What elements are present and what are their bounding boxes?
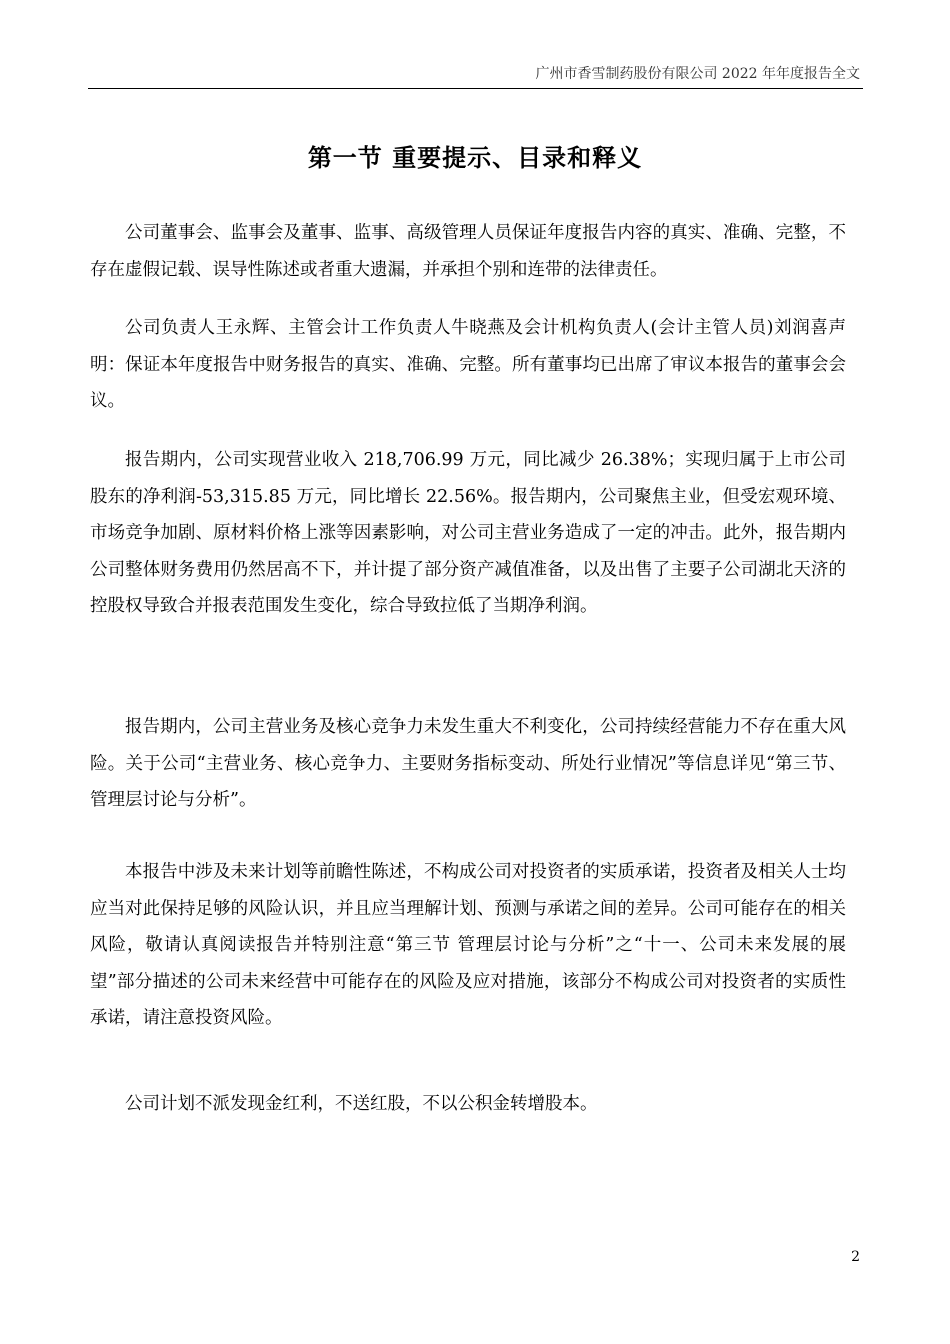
paragraph-performance-summary: 报告期内，公司实现营业收入 218,706.99 万元，同比减少 26.38%；实现归属于上市公司股东的净利润-53,315.85 万元，同比增长 22.56%。报告期内，公司聚焦主业，但受宏观环境、市场竞争加剧、原材料价格上涨等因素影响，对公司主营业务造成了一定的冲击。此外，报告期内公司整体财务费用仍然居高不下，并计提了部分资产减值准备，以及出售了主要子公司湖北天济的控股权导致合并报表范围发生变化，综合导致拉低了当期净利润。 [90, 450, 846, 616]
paragraph-responsibility-statement: 公司董事会、监事会及董事、监事、高级管理人员保证年度报告内容的真实、准确、完整，不存在虚假记载、误导性陈述或者重大遗漏，并承担个别和连带的法律责任。 [90, 223, 846, 280]
section-title: 第一节 重要提示、目录和释义 [307, 144, 643, 172]
paragraph-operating-risk: 报告期内，公司主营业务及核心竞争力未发生重大不利变化，公司持续经营能力不存在重大风险。关于公司“主营业务、核心竞争力、主要财务指标变动、所处行业情况”等信息详见“第三节、管理层讨论与分析”。 [90, 717, 846, 810]
paragraph-dividend-plan: 公司计划不派发现金红利，不送红股，不以公积金转增股本。 [125, 1094, 598, 1114]
page-number: 2 [851, 1249, 860, 1265]
running-header: 广州市香雪制药股份有限公司 2022 年年度报告全文 [535, 66, 860, 82]
paragraph-accounting-declaration: 公司负责人王永辉、主管会计工作负责人牛晓燕及会计机构负责人(会计主管人员)刘润喜声明：保证本年度报告中财务报告的真实、准确、完整。所有董事均已出席了审议本报告的董事会会议。 [90, 318, 846, 411]
header-rule [88, 88, 863, 89]
paragraph-forward-looking: 本报告中涉及未来计划等前瞻性陈述，不构成公司对投资者的实质承诺，投资者及相关人士均应当对此保持足够的风险认识，并且应当理解计划、预测与承诺之间的差异。公司可能存在的相关风险，敬请认真阅读报告并特别注意“第三节 管理层讨论与分析”之“十一、公司未来发展的展望”部分描述的公司未来经营中可能存在的风险及应对措施，该部分不构成公司对投资者的实质性承诺，请注意投资风险。 [90, 862, 846, 1028]
